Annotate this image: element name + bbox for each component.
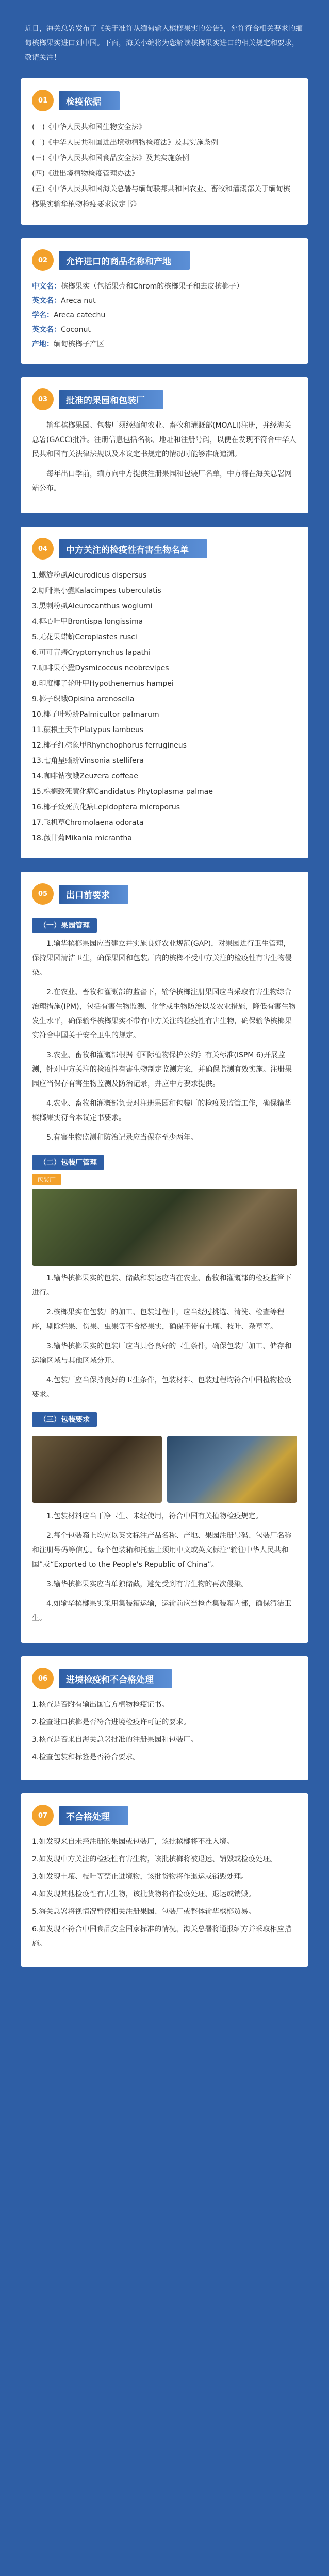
- paragraph: 4.包装厂应当保持良好的卫生条件，包装材料、包装过程均符合中国植物检疫要求。: [32, 1376, 292, 1399]
- pest-item: 10.椰子叶粉蚧Palmicultor palmarum: [32, 710, 159, 719]
- section-product: [21, 238, 308, 364]
- section-handling: [21, 1793, 308, 1967]
- list-item: 2.检查进口槟榔是否符合进境检疫许可证的要求。: [32, 1718, 191, 1726]
- subsection-title: （二）包装厂管理: [32, 1155, 104, 1170]
- paragraph: 3.输华槟榔果实应当单独储藏，避免受到有害生物的再次侵染。: [46, 1580, 249, 1588]
- section-badge: 06: [32, 1668, 54, 1689]
- intro-text: 近日，海关总署发布了《关于准许从缅甸输入槟榔果实的公告》，允许符合相关要求的缅甸槟榔果实进口到中国。下面，海关小编将为您解读槟榔果实进口的相关规定和要求，敬请关注！: [25, 25, 303, 62]
- subsection-title: （三）包装要求: [32, 1412, 97, 1427]
- pest-item: 16.椰子致死黄化病Lepidoptera microporus: [32, 803, 180, 811]
- pest-item: 18.薇甘菊Mikania micrantha: [32, 834, 132, 842]
- section-header: [32, 89, 297, 112]
- product-value: Coconut: [61, 326, 91, 334]
- pest-item: 14.咖啡钻夜蛾Zeuzera coffeae: [32, 772, 138, 781]
- list-item: 1.核查是否附有输出国官方植物检疫证书。: [32, 1701, 169, 1709]
- pest-item: 4.椰心叶甲Brontispa longissima: [32, 618, 143, 626]
- packaging-photo: [167, 1436, 297, 1503]
- section-header: [32, 882, 297, 906]
- pest-item: 15.棕榈致死黄化病Candidatus Phytoplasma palmae: [32, 788, 213, 796]
- section-orchard: [21, 377, 308, 513]
- paragraph: 1.输华槟榔果园应当建立并实施良好农业规范(GAP)，对果园进行卫生管理，保持果园清洁卫生，确保果园和包装厂内的槟榔不受中方关注的检疫性有害生物侵染。: [32, 940, 292, 977]
- paragraph: 1.包装材料应当干净卫生、未经使用，符合中国有关植物检疫规定。: [46, 1512, 263, 1520]
- section-header: [32, 1667, 297, 1690]
- pest-item: 5.无花果蜡蚧Ceroplastes rusci: [32, 633, 137, 641]
- paragraph: 3.农业、畜牧和灌溉部根据《国际植物保护公约》有关标准(ISPM 6)开展监测，针对中方关注的检疫性有害生物制定监测方案，并确保监测有效实施。注册果园应当保存有害生物监测及防治记录，并应中方要求提供。: [32, 1051, 292, 1088]
- section-badge: 07: [32, 1805, 54, 1826]
- product-row: [32, 323, 297, 337]
- section-pests: [21, 527, 308, 858]
- paragraph: 1.输华槟榔果实的包装、储藏和装运应当在农业、畜牧和灌溉部的检疫监管下进行。: [32, 1274, 292, 1297]
- list-item: (三)《中华人民共和国食品安全法》及其实施条例: [32, 154, 189, 162]
- pest-item: 8.印度椰子轮叶甲Hypothenemus hampei: [32, 680, 174, 688]
- section-title: 允许进口的商品名称和产地: [59, 251, 190, 270]
- product-value: Areca nut: [61, 297, 96, 305]
- pest-item: 1.螺旋粉虱Aleurodicus dispersus: [32, 571, 147, 580]
- list-item: 3.如发现土壤、枝叶等禁止进境物，该批货物将作退运或销毁处理。: [32, 1873, 249, 1881]
- section-title: 进境检疫和不合格处理: [59, 1669, 172, 1688]
- section-title: 批准的果园和包装厂: [59, 390, 163, 409]
- product-value: Areca catechu: [54, 311, 106, 319]
- product-key: 英文名：: [32, 297, 61, 305]
- list-item: 3.核查是否来自海关总署批准的注册果园和包装厂。: [32, 1736, 198, 1744]
- list-item: 4.检查包装和标签是否符合要求。: [32, 1753, 140, 1761]
- paragraph: 5.有害生物监测和防治记录应当保存至少两年。: [46, 1133, 198, 1142]
- product-row: [32, 337, 297, 351]
- paragraph: 4.农业、畜牧和灌溉部负责对注册果园和包装厂的检疫及监管工作，确保输华槟榔果实符合本议定书要求。: [32, 1099, 292, 1122]
- product-key: 学名：: [32, 311, 54, 319]
- pest-item: 6.可可盲蝽Cryptorrynchus lapathi: [32, 649, 151, 657]
- product-key: 产地：: [32, 340, 54, 348]
- product-row: [32, 308, 297, 323]
- section-badge: 01: [32, 90, 54, 111]
- section-title: 出口前要求: [59, 885, 128, 904]
- paragraph: 4.如输华槟榔果实采用集装箱运输，运输前应当检查集装箱内部，确保清洁卫生。: [32, 1600, 292, 1622]
- paragraph: 2.槟榔果实在包装厂的加工、包装过程中，应当经过挑选、清洗、检查等程序，剔除烂果、伤果、虫果等不合格果实，确保不带有土壤、枝叶、杂草等。: [32, 1308, 285, 1331]
- section-header: [32, 248, 297, 272]
- paragraph: 3.输华槟榔果实的包装厂应当具备良好的卫生条件，确保包装厂加工、储存和运输区域与其他区域分开。: [32, 1342, 292, 1365]
- product-value: 槟榔果实（包括果壳和Chrom的槟榔果子和去皮槟榔子）: [61, 282, 244, 291]
- pest-item: 17.飞机草Chromolaena odorata: [32, 819, 144, 827]
- photo-row: [32, 1436, 297, 1503]
- section-badge: 03: [32, 388, 54, 410]
- product-row: [32, 279, 297, 294]
- list-item: 1.如发现来自未经注册的果园或包装厂，该批槟榔将不准入境。: [32, 1838, 234, 1846]
- section-export: [21, 872, 308, 1643]
- pest-item: 11.蔗根土天牛Platypus lambeus: [32, 726, 144, 734]
- paragraph: 2.每个包装箱上均应以英文标注产品名称、产地、果园注册号码、包装厂名称和注册号码等信息。每个包装箱和托盘上须用中文或英文标注“输往中华人民共和国”或“Exported to the People's Republic of China”。: [32, 1532, 292, 1569]
- product-value: 缅甸槟榔子产区: [54, 340, 104, 348]
- list-item: (一)《中华人民共和国生物安全法》: [32, 123, 146, 131]
- section-legal: [21, 78, 308, 225]
- paragraph: 输华槟榔果园、包装厂须经缅甸农业、畜牧和灌溉部(MOALI)注册，并经海关总署(GACC)批准。注册信息包括名称、地址和注册号码，以便在发现不符合中华人民共和国有关法律法规以及本议定书规定的情况时能够准确追溯。: [32, 421, 297, 459]
- section-header: [32, 537, 297, 561]
- pest-item: 7.咖啡果小蠹Dysmicoccus neobrevipes: [32, 664, 169, 672]
- section-header: [32, 1804, 297, 1827]
- section-title: 不合格处理: [59, 1806, 128, 1825]
- areca-photo: [32, 1436, 162, 1503]
- list-item: (二)《中华人民共和国进出境动植物检疫法》及其实施条例: [32, 139, 218, 147]
- pest-item: 3.黑刺粉虱Aleurocanthus woglumi: [32, 602, 153, 611]
- list-item: 5.海关总署将视情况暂停相关注册果园、包装厂或整体输华槟榔贸易。: [32, 1908, 256, 1916]
- pest-item: 13.七角星蜡蚧Vinsonia stellifera: [32, 757, 144, 765]
- packing-house-photo: [32, 1189, 297, 1266]
- product-row: [32, 294, 297, 308]
- section-badge: 02: [32, 249, 54, 271]
- section-entry: [21, 1656, 308, 1780]
- product-key: 英文名：: [32, 326, 61, 334]
- list-item: (四)《进出境植物检疫管理办法》: [32, 170, 139, 178]
- pest-item: 9.椰子织蛾Opisina arenosella: [32, 695, 135, 703]
- paragraph: 2.在农业、畜牧和灌溉部的监督下，输华槟榔注册果园应当采取有害生物综合治理措施(IPM)，包括有害生物监测、化学或生物防治以及农业措施，降低有害生物发生水平，确保输华槟榔果实不带有中方关注的检疫性有害生物，确保输华槟榔果实符合中国关于安全卫生的规定。: [32, 988, 296, 1040]
- section-title: 中方关注的检疫性有害生物名单: [59, 539, 207, 558]
- illustration-label: 包装厂: [32, 1174, 61, 1185]
- list-item: 4.如发现其他检疫性有害生物，该批货物将作检疫处理、退运或销毁。: [32, 1890, 256, 1899]
- subsection-title: （一）果园管理: [32, 918, 97, 933]
- section-header: [32, 387, 297, 411]
- section-badge: 04: [32, 538, 54, 560]
- paragraph: 每年出口季前，缅方向中方提供注册果园和包装厂名单，中方将在海关总署网站公布。: [32, 470, 292, 493]
- pest-item: 2.咖啡果小蠹Kalacimpes tuberculatis: [32, 587, 161, 595]
- list-item: 6.如发现不符合中国食品安全国家标准的情况，海关总署将通报缅方并采取相应措施。: [32, 1925, 292, 1948]
- pest-item: 12.椰子红棕象甲Rhynchophorus ferrugineus: [32, 741, 187, 750]
- list-item: (五)《中华人民共和国海关总署与缅甸联邦共和国农业、畜牧和灌溉部关于缅甸槟榔果实输华植物检疫要求议定书》: [32, 185, 290, 209]
- section-badge: 05: [32, 883, 54, 905]
- section-title: 检疫依据: [59, 91, 120, 110]
- product-key: 中文名：: [32, 282, 61, 291]
- list-item: 2.如发现中方关注的检疫性有害生物，该批槟榔将被退运、销毁或检疫处理。: [32, 1855, 277, 1863]
